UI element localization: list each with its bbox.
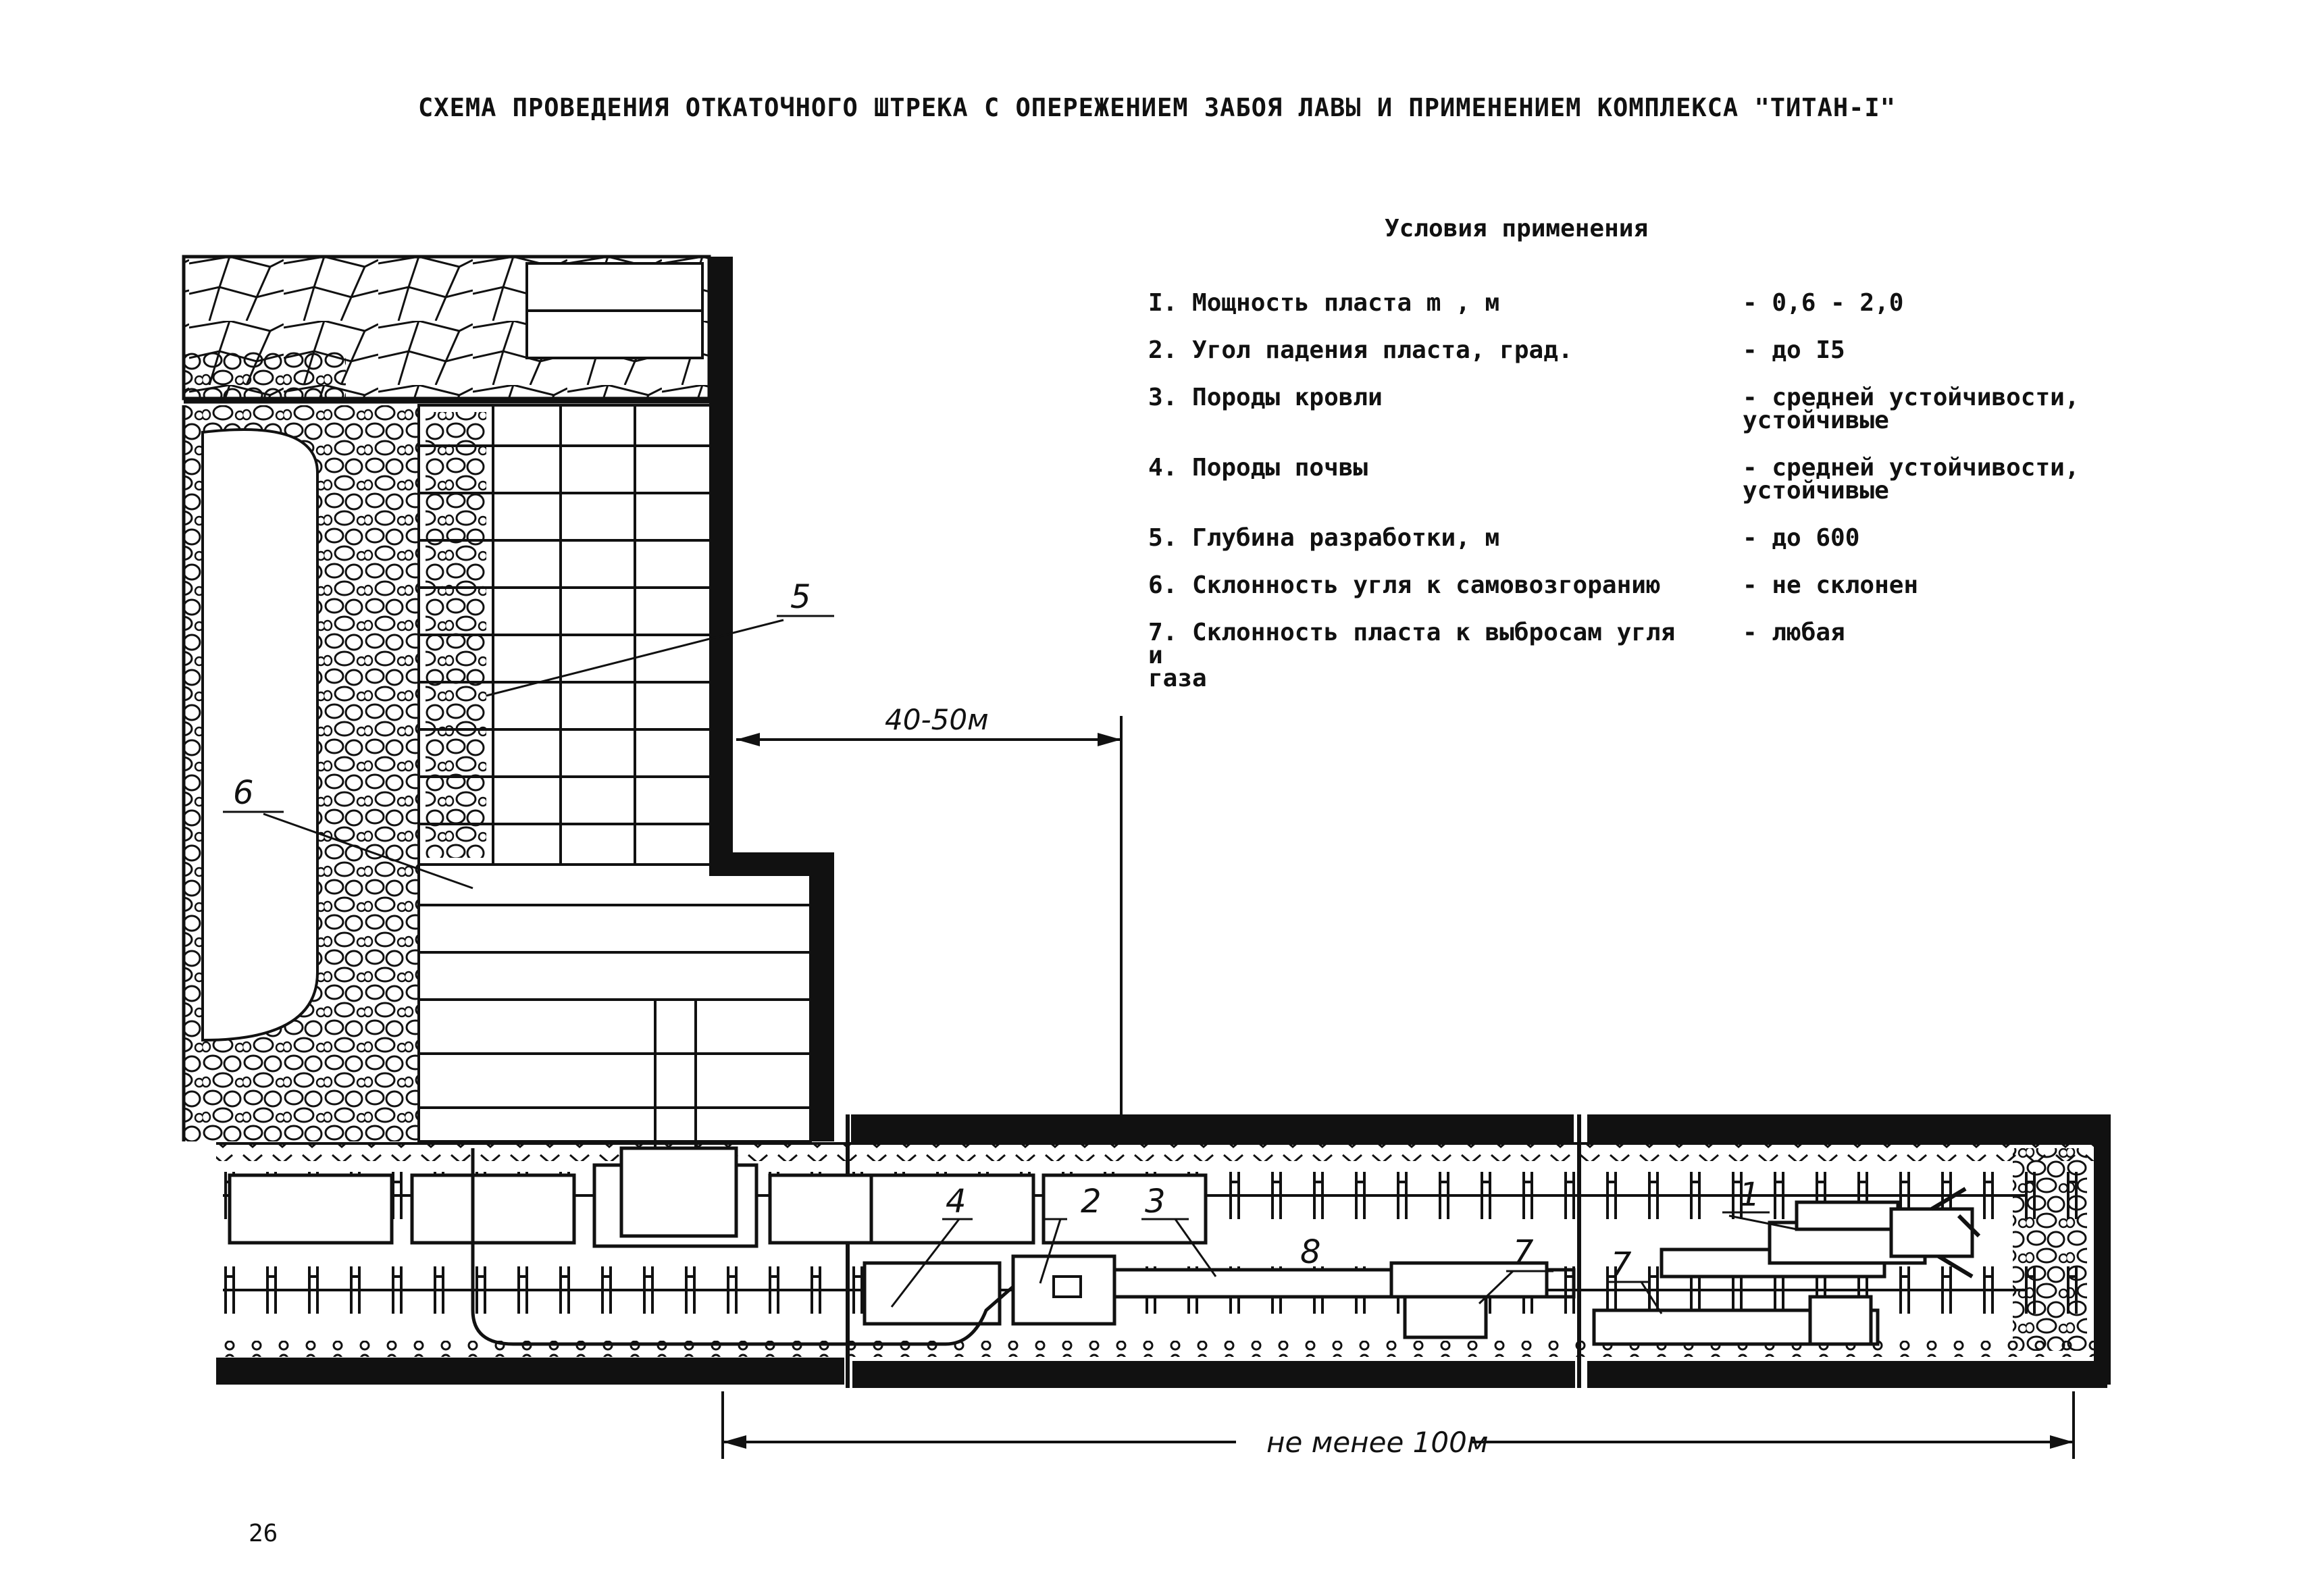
page-number: 26 bbox=[249, 1520, 278, 1547]
condition-label: 6. Склонность угля к самовозгоранию bbox=[1148, 571, 1661, 599]
condition-label: 3. Породы кровли bbox=[1148, 384, 1383, 411]
condition-label: I. Мощность пласта m , м bbox=[1148, 289, 1500, 317]
condition-value: - любая bbox=[1743, 619, 1845, 646]
callout-4: 4 bbox=[946, 1183, 967, 1220]
callout-2: 2 bbox=[1081, 1183, 1102, 1220]
condition-value: - средней устойчивости, устойчивые bbox=[1743, 384, 2080, 434]
callout-3: 3 bbox=[1145, 1183, 1166, 1220]
dimension-min-length bbox=[723, 1391, 2074, 1459]
callout-6: 6 bbox=[233, 774, 254, 812]
dimension-advance-label: 40-50м bbox=[885, 703, 989, 736]
haulage-drift bbox=[216, 1114, 2111, 1388]
condition-label: 5. Глубина разработки, м bbox=[1148, 524, 1500, 552]
callout-7-a: 7 bbox=[1513, 1233, 1534, 1271]
callout-7-b: 7 bbox=[1611, 1245, 1632, 1283]
condition-value: - до I5 bbox=[1743, 336, 1845, 364]
condition-value: - средней устойчивости, устойчивые bbox=[1743, 454, 2080, 505]
callout-1: 1 bbox=[1739, 1176, 1760, 1214]
condition-label: 4. Породы почвы bbox=[1148, 454, 1368, 482]
goaf-rubble bbox=[184, 405, 419, 1141]
diagram-title: СХЕМА ПРОВЕДЕНИЯ ОТКАТОЧНОГО ШТРЕКА С ОПЕРЕЖЕНИЕМ ЗАБОЯ ЛАВЫ И ПРИМЕНЕНИЕМ КОМПЛЕКСА "ТИТАН-I" bbox=[418, 93, 1896, 122]
condition-label: 2. Угол падения пласта, град. bbox=[1148, 336, 1573, 364]
conditions-heading: Условия применения bbox=[1385, 215, 1649, 242]
dimension-min-length-label: не менее 100м bbox=[1266, 1426, 1489, 1459]
callout-5: 5 bbox=[790, 578, 811, 616]
condition-value: - не склонен bbox=[1743, 571, 1919, 599]
condition-value: - 0,6 - 2,0 bbox=[1743, 289, 1904, 317]
condition-value: - до 600 bbox=[1743, 524, 1860, 552]
callout-8: 8 bbox=[1300, 1233, 1321, 1271]
condition-label: 7. Склонность пласта к выбросам угля и газа bbox=[1148, 619, 1676, 692]
